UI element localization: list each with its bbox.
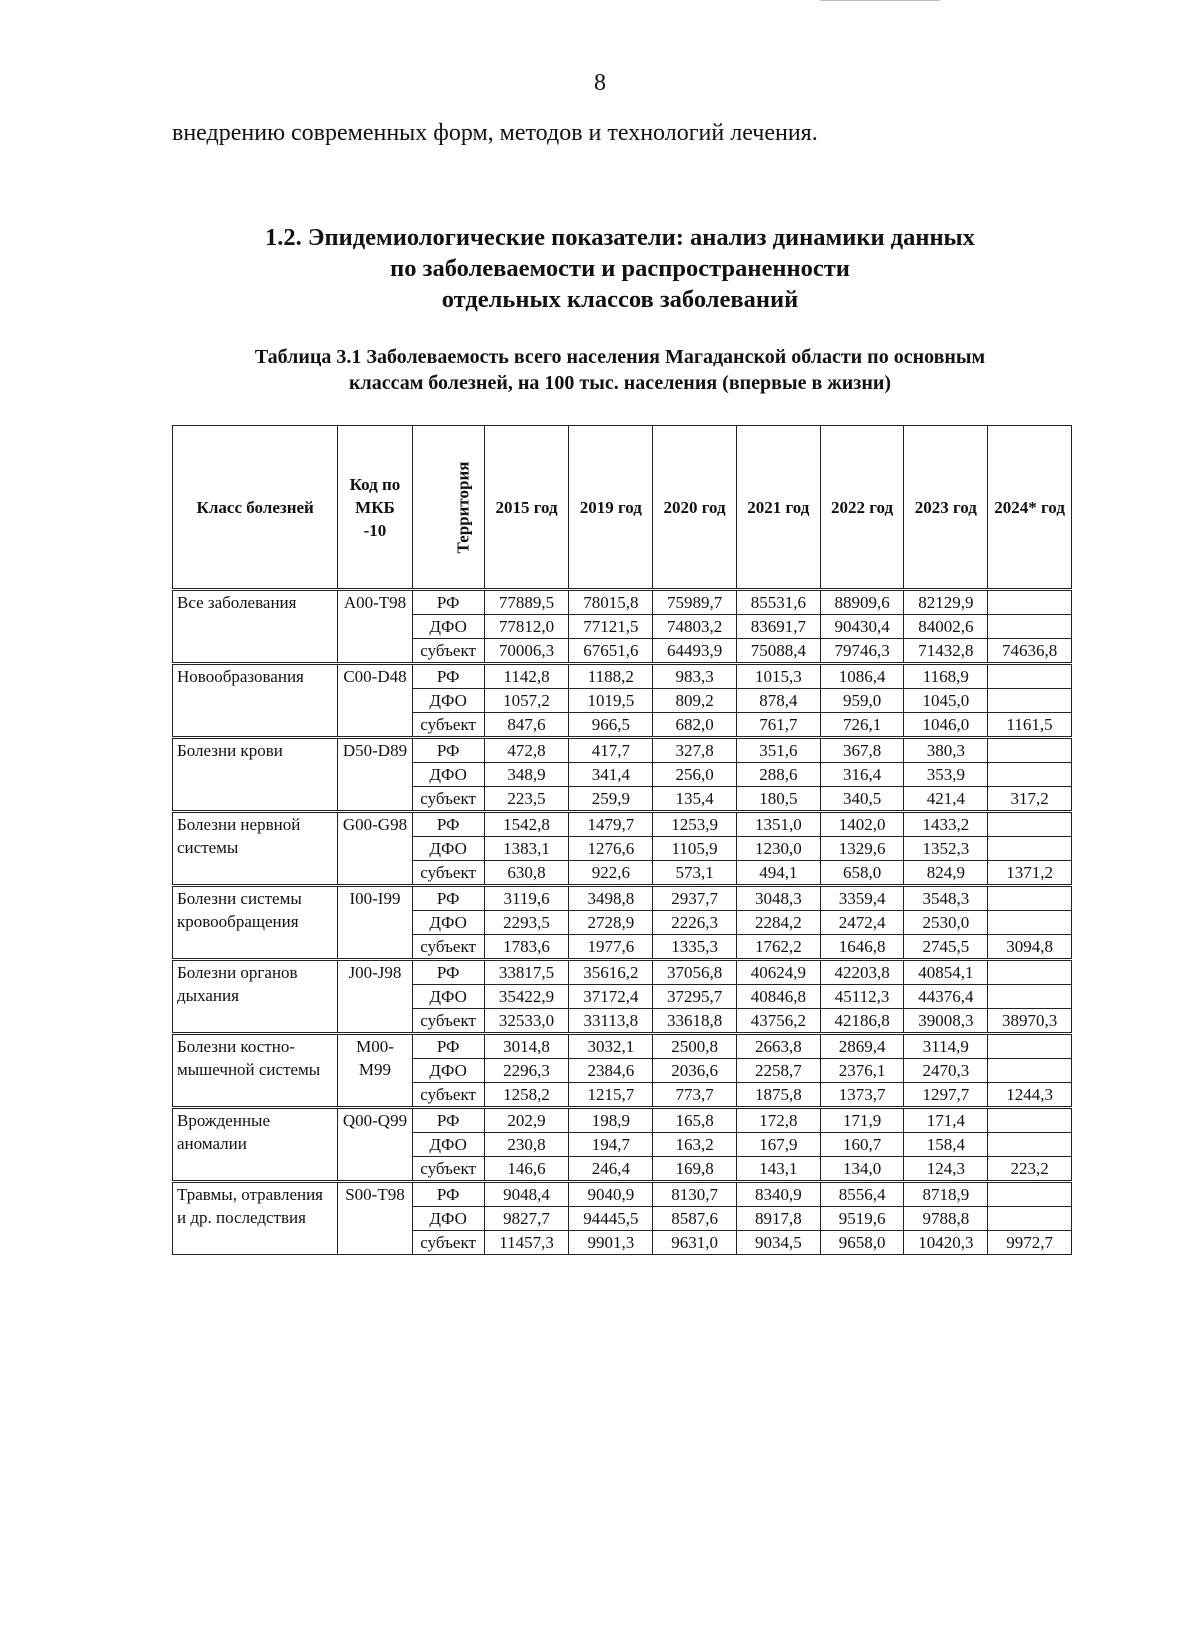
value-cell (988, 738, 1072, 763)
value-cell: 79746,3 (820, 639, 904, 664)
value-cell: 39008,3 (904, 1009, 988, 1034)
disease-class-cell: Все заболевания (173, 590, 338, 664)
header-year: 2020 год (653, 426, 737, 590)
header-year: 2023 год (904, 426, 988, 590)
value-cell: 1161,5 (988, 713, 1072, 738)
value-cell: 3114,9 (904, 1034, 988, 1059)
value-cell: 878,4 (736, 689, 820, 713)
value-cell: 35422,9 (484, 985, 569, 1009)
value-cell: 1258,2 (484, 1083, 569, 1108)
value-cell: 327,8 (653, 738, 737, 763)
icd-code-cell: S00-T98 (338, 1182, 412, 1255)
value-cell: 2745,5 (904, 935, 988, 960)
value-cell: 37056,8 (653, 960, 737, 985)
incidence-table (172, 425, 1072, 1255)
value-cell: 809,2 (653, 689, 737, 713)
value-cell: 367,8 (820, 738, 904, 763)
value-cell: 1230,0 (736, 837, 820, 861)
value-cell: 1057,2 (484, 689, 569, 713)
value-cell: 40846,8 (736, 985, 820, 1009)
value-cell: 3048,3 (736, 886, 820, 911)
value-cell: 1646,8 (820, 935, 904, 960)
value-cell: 1019,5 (569, 689, 653, 713)
header-territory (412, 426, 484, 590)
value-cell (988, 837, 1072, 861)
value-cell: 3014,8 (484, 1034, 569, 1059)
value-cell: 1371,2 (988, 861, 1072, 886)
territory-cell: ДФО (412, 1059, 484, 1083)
value-cell: 1276,6 (569, 837, 653, 861)
header-year: 2015 год (484, 426, 569, 590)
disease-class-cell: Врожденные аномалии (173, 1108, 338, 1182)
value-cell: 573,1 (653, 861, 737, 886)
value-cell: 1479,7 (569, 812, 653, 837)
value-cell: 8340,9 (736, 1182, 820, 1207)
value-cell: 761,7 (736, 713, 820, 738)
value-cell: 682,0 (653, 713, 737, 738)
icd-code-cell: A00-T98 (338, 590, 412, 664)
value-cell: 10420,3 (904, 1231, 988, 1255)
territory-cell: РФ (412, 1034, 484, 1059)
value-cell: 2470,3 (904, 1059, 988, 1083)
value-cell: 1351,0 (736, 812, 820, 837)
value-cell: 94445,5 (569, 1207, 653, 1231)
territory-cell: ДФО (412, 837, 484, 861)
value-cell: 2284,2 (736, 911, 820, 935)
value-cell (988, 590, 1072, 615)
value-cell: 9048,4 (484, 1182, 569, 1207)
value-cell: 172,8 (736, 1108, 820, 1133)
value-cell: 922,6 (569, 861, 653, 886)
header-year: 2024* год (988, 426, 1072, 590)
value-cell: 158,4 (904, 1133, 988, 1157)
value-cell: 3498,8 (569, 886, 653, 911)
value-cell: 1015,3 (736, 664, 820, 689)
value-cell: 160,7 (820, 1133, 904, 1157)
value-cell (988, 1207, 1072, 1231)
header-year: 2019 год (569, 426, 653, 590)
value-cell: 2376,1 (820, 1059, 904, 1083)
value-cell (988, 1059, 1072, 1083)
table-caption-line: Таблица 3.1 Заболеваемость всего населения Магаданской области по основным (254, 346, 986, 368)
value-cell: 847,6 (484, 713, 569, 738)
value-cell: 43756,2 (736, 1009, 820, 1034)
value-cell: 77812,0 (484, 615, 569, 639)
territory-cell: ДФО (412, 615, 484, 639)
value-cell: 2869,4 (820, 1034, 904, 1059)
section-title (0, 222, 1200, 315)
value-cell: 90430,4 (820, 615, 904, 639)
value-cell: 2472,4 (820, 911, 904, 935)
value-cell: 165,8 (653, 1108, 737, 1133)
value-cell: 3359,4 (820, 886, 904, 911)
value-cell: 134,0 (820, 1157, 904, 1182)
value-cell: 2384,6 (569, 1059, 653, 1083)
header-code: Код по МКБ -10 (338, 426, 412, 590)
value-cell: 1542,8 (484, 812, 569, 837)
value-cell: 33817,5 (484, 960, 569, 985)
value-cell: 85531,6 (736, 590, 820, 615)
territory-cell: ДФО (412, 689, 484, 713)
value-cell: 3094,8 (988, 935, 1072, 960)
icd-code-cell: D50-D89 (338, 738, 412, 812)
territory-cell: РФ (412, 960, 484, 985)
value-cell: 71432,8 (904, 639, 988, 664)
territory-cell: субъект (412, 1157, 484, 1182)
territory-cell: РФ (412, 664, 484, 689)
territory-cell: ДФО (412, 985, 484, 1009)
icd-code-cell: G00-G98 (338, 812, 412, 886)
value-cell: 8917,8 (736, 1207, 820, 1231)
table-row (173, 1034, 1072, 1059)
value-cell (988, 689, 1072, 713)
value-cell: 84002,6 (904, 615, 988, 639)
value-cell: 316,4 (820, 763, 904, 787)
disease-class-cell: Болезни системы кровообращения (173, 886, 338, 960)
icd-code-cell: I00-I99 (338, 886, 412, 960)
value-cell (988, 763, 1072, 787)
value-cell: 1383,1 (484, 837, 569, 861)
value-cell: 1762,2 (736, 935, 820, 960)
header-year: 2021 год (736, 426, 820, 590)
disease-class-cell: Травмы, отравления и др. последствия (173, 1182, 338, 1255)
value-cell: 146,6 (484, 1157, 569, 1182)
value-cell: 194,7 (569, 1133, 653, 1157)
territory-cell: РФ (412, 812, 484, 837)
table-caption-line: классам болезней, на 100 тыс. населения (впервые в жизни) (348, 372, 892, 394)
value-cell: 171,4 (904, 1108, 988, 1133)
value-cell: 1402,0 (820, 812, 904, 837)
value-cell: 2258,7 (736, 1059, 820, 1083)
territory-cell: субъект (412, 639, 484, 664)
value-cell: 2530,0 (904, 911, 988, 935)
territory-cell: субъект (412, 1231, 484, 1255)
value-cell: 70006,3 (484, 639, 569, 664)
value-cell: 9788,8 (904, 1207, 988, 1231)
value-cell: 2226,3 (653, 911, 737, 935)
value-cell: 2296,3 (484, 1059, 569, 1083)
table-row (173, 960, 1072, 985)
territory-cell: субъект (412, 935, 484, 960)
icd-code-cell: C00-D48 (338, 664, 412, 738)
disease-class-cell: Болезни органов дыхания (173, 960, 338, 1034)
table-row (173, 1182, 1072, 1207)
value-cell: 1168,9 (904, 664, 988, 689)
table-row (173, 886, 1072, 911)
value-cell: 74636,8 (988, 639, 1072, 664)
value-cell: 42203,8 (820, 960, 904, 985)
value-cell: 8130,7 (653, 1182, 737, 1207)
value-cell: 3032,1 (569, 1034, 653, 1059)
value-cell: 37172,4 (569, 985, 653, 1009)
territory-cell: РФ (412, 1108, 484, 1133)
value-cell: 351,6 (736, 738, 820, 763)
value-cell: 124,3 (904, 1157, 988, 1182)
value-cell: 9034,5 (736, 1231, 820, 1255)
value-cell: 9901,3 (569, 1231, 653, 1255)
value-cell (988, 1108, 1072, 1133)
table-row (173, 812, 1072, 837)
value-cell: 2293,5 (484, 911, 569, 935)
value-cell (988, 911, 1072, 935)
table-row (173, 1108, 1072, 1133)
table-row (173, 738, 1072, 763)
top-edge-rule (820, 0, 940, 2)
value-cell: 167,9 (736, 1133, 820, 1157)
section-title-line: отдельных классов заболеваний (441, 286, 799, 313)
value-cell: 42186,8 (820, 1009, 904, 1034)
territory-cell: ДФО (412, 1133, 484, 1157)
value-cell: 959,0 (820, 689, 904, 713)
value-cell: 1105,9 (653, 837, 737, 861)
value-cell: 2036,6 (653, 1059, 737, 1083)
value-cell: 380,3 (904, 738, 988, 763)
value-cell (988, 615, 1072, 639)
value-cell: 1215,7 (569, 1083, 653, 1108)
value-cell: 82129,9 (904, 590, 988, 615)
value-cell: 341,4 (569, 763, 653, 787)
value-cell: 64493,9 (653, 639, 737, 664)
page-number: 8 (594, 70, 606, 96)
value-cell: 1977,6 (569, 935, 653, 960)
table-row (173, 664, 1072, 689)
value-cell: 1046,0 (904, 713, 988, 738)
value-cell: 9658,0 (820, 1231, 904, 1255)
value-cell: 35616,2 (569, 960, 653, 985)
territory-cell: РФ (412, 886, 484, 911)
value-cell: 44376,4 (904, 985, 988, 1009)
table-body (173, 590, 1072, 1255)
value-cell: 494,1 (736, 861, 820, 886)
value-cell: 824,9 (904, 861, 988, 886)
value-cell: 966,5 (569, 713, 653, 738)
value-cell: 983,3 (653, 664, 737, 689)
value-cell: 726,1 (820, 713, 904, 738)
value-cell: 33113,8 (569, 1009, 653, 1034)
icd-code-cell: J00-J98 (338, 960, 412, 1034)
value-cell: 1297,7 (904, 1083, 988, 1108)
value-cell: 223,5 (484, 787, 569, 812)
value-cell: 135,4 (653, 787, 737, 812)
value-cell: 317,2 (988, 787, 1072, 812)
value-cell (988, 1182, 1072, 1207)
value-cell: 472,8 (484, 738, 569, 763)
value-cell (988, 1034, 1072, 1059)
value-cell: 32533,0 (484, 1009, 569, 1034)
value-cell: 1253,9 (653, 812, 737, 837)
icd-code-cell: Q00-Q99 (338, 1108, 412, 1182)
value-cell: 83691,7 (736, 615, 820, 639)
section-title-line: по заболеваемости и распространенности (390, 255, 850, 282)
territory-cell: субъект (412, 713, 484, 738)
continuation-paragraph: внедрению современных форм, методов и технологий лечения. (172, 120, 818, 146)
value-cell: 1188,2 (569, 664, 653, 689)
value-cell: 38970,3 (988, 1009, 1072, 1034)
value-cell: 288,6 (736, 763, 820, 787)
value-cell: 259,9 (569, 787, 653, 812)
value-cell: 773,7 (653, 1083, 737, 1108)
value-cell: 1352,3 (904, 837, 988, 861)
value-cell (988, 1133, 1072, 1157)
value-cell: 8587,6 (653, 1207, 737, 1231)
value-cell (988, 886, 1072, 911)
value-cell: 77121,5 (569, 615, 653, 639)
value-cell: 421,4 (904, 787, 988, 812)
value-cell: 3119,6 (484, 886, 569, 911)
value-cell: 40854,1 (904, 960, 988, 985)
value-cell: 9631,0 (653, 1231, 737, 1255)
disease-class-cell: Новообразования (173, 664, 338, 738)
table-header-row (173, 426, 1072, 590)
icd-code-cell: M00-M99 (338, 1034, 412, 1108)
territory-cell: субъект (412, 787, 484, 812)
header-territory-label: Территория (453, 460, 473, 554)
disease-class-cell: Болезни костно-мышечной системы (173, 1034, 338, 1108)
value-cell: 198,9 (569, 1108, 653, 1133)
header-class: Класс болезней (173, 426, 338, 590)
value-cell: 1045,0 (904, 689, 988, 713)
value-cell: 171,9 (820, 1108, 904, 1133)
territory-cell: ДФО (412, 1207, 484, 1231)
value-cell (988, 812, 1072, 837)
value-cell: 143,1 (736, 1157, 820, 1182)
value-cell: 223,2 (988, 1157, 1072, 1182)
value-cell: 9519,6 (820, 1207, 904, 1231)
value-cell: 1875,8 (736, 1083, 820, 1108)
territory-cell: РФ (412, 738, 484, 763)
value-cell: 1086,4 (820, 664, 904, 689)
value-cell: 75989,7 (653, 590, 737, 615)
territory-cell: субъект (412, 861, 484, 886)
territory-cell: ДФО (412, 763, 484, 787)
value-cell: 33618,8 (653, 1009, 737, 1034)
value-cell: 78015,8 (569, 590, 653, 615)
value-cell: 75088,4 (736, 639, 820, 664)
value-cell: 340,5 (820, 787, 904, 812)
value-cell: 8556,4 (820, 1182, 904, 1207)
territory-cell: ДФО (412, 911, 484, 935)
value-cell: 67651,6 (569, 639, 653, 664)
value-cell: 11457,3 (484, 1231, 569, 1255)
territory-cell: субъект (412, 1009, 484, 1034)
value-cell: 180,5 (736, 787, 820, 812)
value-cell: 77889,5 (484, 590, 569, 615)
value-cell: 1373,7 (820, 1083, 904, 1108)
value-cell: 40624,9 (736, 960, 820, 985)
value-cell: 1142,8 (484, 664, 569, 689)
value-cell: 230,8 (484, 1133, 569, 1157)
value-cell: 74803,2 (653, 615, 737, 639)
value-cell (988, 985, 1072, 1009)
value-cell: 353,9 (904, 763, 988, 787)
value-cell: 2663,8 (736, 1034, 820, 1059)
value-cell: 169,8 (653, 1157, 737, 1182)
value-cell: 1433,2 (904, 812, 988, 837)
value-cell: 1335,3 (653, 935, 737, 960)
value-cell: 348,9 (484, 763, 569, 787)
territory-cell: РФ (412, 1182, 484, 1207)
value-cell: 163,2 (653, 1133, 737, 1157)
value-cell: 3548,3 (904, 886, 988, 911)
value-cell: 417,7 (569, 738, 653, 763)
table-row (173, 590, 1072, 615)
value-cell: 1783,6 (484, 935, 569, 960)
value-cell: 630,8 (484, 861, 569, 886)
value-cell (988, 960, 1072, 985)
value-cell: 9040,9 (569, 1182, 653, 1207)
value-cell: 658,0 (820, 861, 904, 886)
value-cell: 246,4 (569, 1157, 653, 1182)
value-cell: 2728,9 (569, 911, 653, 935)
value-cell: 8718,9 (904, 1182, 988, 1207)
disease-class-cell: Болезни нервной системы (173, 812, 338, 886)
territory-cell: субъект (412, 1083, 484, 1108)
value-cell: 1329,6 (820, 837, 904, 861)
value-cell: 9972,7 (988, 1231, 1072, 1255)
table-caption (150, 344, 1090, 396)
header-year: 2022 год (820, 426, 904, 590)
value-cell: 1244,3 (988, 1083, 1072, 1108)
section-title-line: 1.2. Эпидемиологические показатели: анализ динамики данных (265, 224, 975, 251)
value-cell: 45112,3 (820, 985, 904, 1009)
value-cell: 88909,6 (820, 590, 904, 615)
value-cell: 256,0 (653, 763, 737, 787)
value-cell (988, 664, 1072, 689)
territory-cell: РФ (412, 590, 484, 615)
value-cell: 37295,7 (653, 985, 737, 1009)
value-cell: 9827,7 (484, 1207, 569, 1231)
value-cell: 2500,8 (653, 1034, 737, 1059)
value-cell: 202,9 (484, 1108, 569, 1133)
value-cell: 2937,7 (653, 886, 737, 911)
disease-class-cell: Болезни крови (173, 738, 338, 812)
